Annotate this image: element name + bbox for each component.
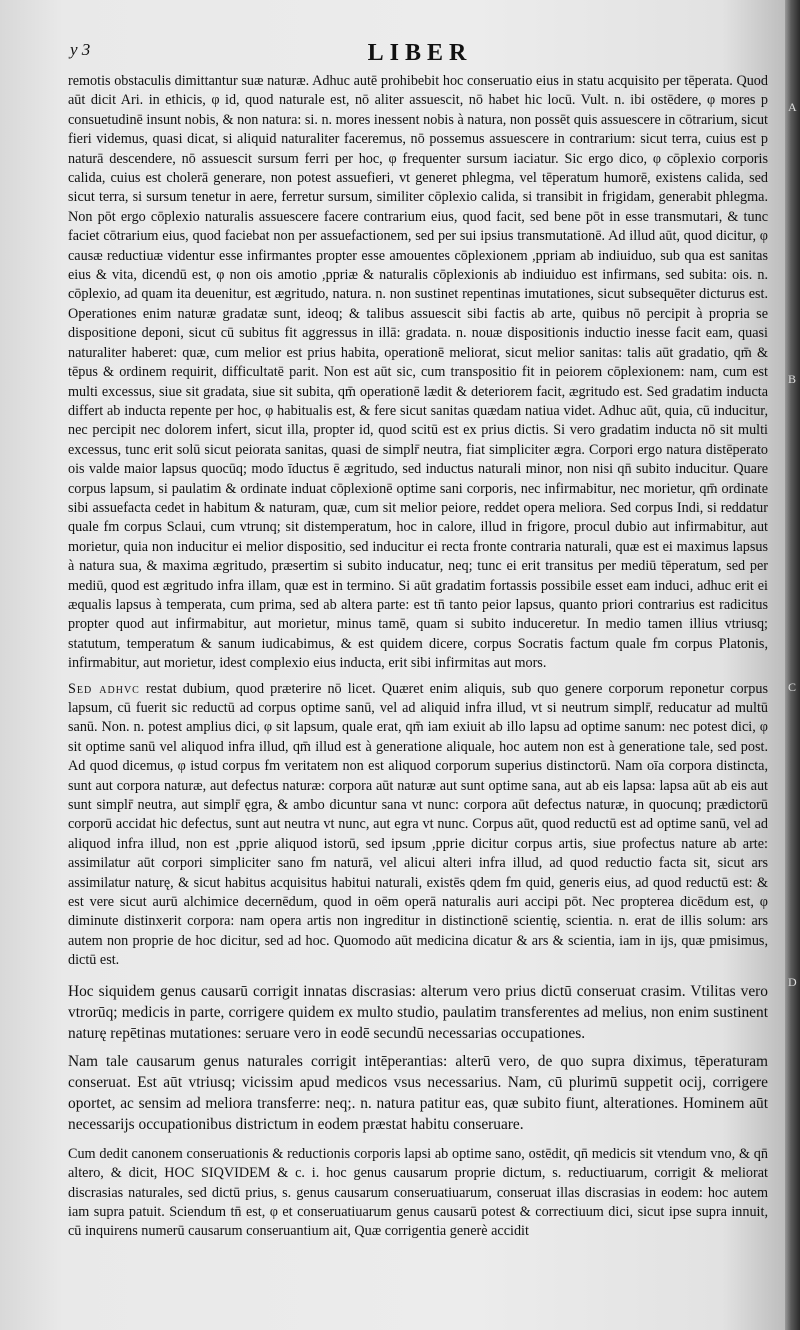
margin-note: B <box>788 372 797 386</box>
margin-note: A <box>788 100 797 114</box>
galen-text-block <box>68 981 768 1135</box>
running-head: LIBER <box>367 40 473 66</box>
commentary-block-2 <box>68 680 768 971</box>
page-body <box>68 72 768 1242</box>
commentary-paragraph: remotis obstaculis dimittantur suæ naturæ. Adhuc autē prohibebit hoc conseruatio eius in statu acquisito per tēperata. Quod aūt dicit Ari. in ethicis, φ id, quod naturale est, nō aliter assuescit, nō habet hic locū. Vult. n. ibi ostēdere, φ mores p consuetudinē insunt nobis, & non natura: si. n. mores inessent nobis à natura, non possēt quis assuescere in cōtrarium, sicut fieri videmus, quasi dicat, si aliquid naturaliter faceremus, nō possemus assuescere in contrarium: sicut terra, cuius est p naturā descendere, nō assuescit sursum ferri per hoc, φ frequenter sursum iaciatur. Sic ergo dico, φ cōplexio corporis calida, cuius est cholerā generare, non potest assuefieri, vt generet phlegma, vel tēperatum humorē, existens calida, sed sicut terra, si sursum tenetur in aere, ferretur sursum, similiter cōplexio calida, si transibit in frigidam, generabit phlegma. Non pōt ergo cōplexio naturalis assuescere facere contrarium eius, quod facit, sed bene pōt in esse transmutari, & tunc faciet cōtrarium eius, quod faciebat non per assuefactionem, sed per sui ipsius transmutationē. Ad illud aūt, quod dicitur, φ causæ reductiuæ videntur esse infirmantes propter esse amouentes cōplexionem ,ppriam ab indiuiduo, sub qua est sanitas eius & vita, dicendū est, φ non ois amotio ,ppriæ & naturalis cōplexionis ab indiuiduo est infirmans, sed subita: ois. n. cōplexio, ad quam ita deuenitur, est ægritudo, natura. n. non sustinet repentinas imutationes, sicut subsequēter dicturus est. Operationes enim naturæ gradatæ sunt, ideoq; & talibus assuescit sibi factis ab arte, quibus nō percipit à propria se dispositione deponi, sicut cū subitus fit aggressus in illā: gradata. n. nouæ dispositionis inductio inesse facit eam, quasi naturaliter haberet: quæ, cum melior est prius habita, operationē meliorat, sicut melior sanitas: talis aūt gradatio, qm̄ & tēpus & ordinem requirit, difficultatē parit. Non est aūt sic, cum transpositio fit in peiorem cōplexionem: nam, cum est multi excessus, siue sit gradata, siue sit subita, qm̄ operationē lædit & deteriorem facit, ægritudo est. Sed gradatim inducta differt ab inducta repente per hoc, φ habitualis est, & fere sicut sanitas quædam natiua videt. Adhuc aūt, quia, cū inducitur, nec percipit nec dolorem infert, sicut illa, propter id, quod scitū est ex prius dictis. Si vero gradatim inducta nō sit multi excessus, tunc erit solū sicut peiorata sanitas, quasi de simplr̄ neutra, fiat simpliciter ægra. Corpori ergo natura distēperato ois valde maior lapsus quocūq; modo īductus ē ægritudo, sed inductus naturali minor, non nisi qn̄ subito inducitur. Quare corpus lapsum, si paulatim & ordinate induat cōplexionē optime sani corporis, nec infirmabitur, nec morietur, qm̄ ordinate sibi assuefacta cedet in habitum & naturam, quæ, cum sit melior peiore, reddet opera meliora. Sed corpus Indi, si reddatur quale fm corpus Sclaui, cum vtrunq; sit distemperatum, hoc in calore, illud in frigore, procul dubio aut infirmabitur, aut morietur, quia non inducitur ei melior dispositio, sed inducitur ei recta fronte contraria naturali, quæ est ei maximus lapsus à natura sua, & maxima ægritudo, præsertim si subito inducatur, neq; tunc ei erit transitus per mediū tēperatum, sed per mediū, quod est ægritudo infra illam, quæ est in termino. Si aūt gradatim fortassis possibile esset eam induci, adhuc erit ei æqualis lapsus à temperata, cum prima, sed ab altera parte: est tn̄ tanto peior lapsus, quanto priori contrarius est radicitus propter quod aut infirmabitur, aut morietur, minus tamē, quam si subito induceretur. In medio tamen illius vtriusq; statutum, temperatum & sanum iudicabimus, & est quidem dicere, corpus Socratis factum quale fm corpus Platonis, infirmabitur, aut morietur, idest complexio eius inducta, erit sibi infirmitas aut mors. <box>68 73 768 672</box>
folio-number: y 3 <box>70 40 91 59</box>
lemma-lead: Sed adhvc <box>68 680 140 697</box>
page-header <box>70 40 770 70</box>
commentary-block-1 <box>68 72 768 674</box>
margin-note: C <box>788 680 797 694</box>
commentary-paragraph <box>68 680 768 971</box>
commentary-block-3 <box>68 1145 768 1242</box>
text-paragraph: Nam tale causarum genus naturales corrigit intēperantias: alterū vero, de quo supra diximus, tēperaturam conseruat. Est aūt vtriusq; vicissim apud medicos vsus necessarius. Nam, cū plurimū suppetit ocij, corrigere oportet, ac sensim ad meliora transferre: neq;. n. natura patitur eas, quæ subito fiunt, alterationes. Hominem aūt necessarijs occupationibus districtum in eodem præstat habitu conseruare. <box>68 1052 768 1133</box>
commentary-text: restat dubium, quod præterire nō licet. Quæret enim aliquis, sub quo genere corporum reponetur corpus lapsum, cū fuerit sic reductū ad corpus optime sanū, vel ad aliquid infra illud, vt si neutrum simplr̄, reducatur ad multū sanū. Non. n. potest amplius dici, φ sit lapsum, quale erat, qm̄ iam exiuit ab illo lapsu ad optime sanum: nec potest dici, φ sit optime sanū vel aliquod infra illud, qm̄ illud est à generatione aliquale, hoc autem non est à generatione tale, sed post. Ad quod dicemus, φ istud corpus fm veritatem non est aliquod corporum superius distinctorū. Nam oīa corpora distincta, sunt aut corpora naturæ, aut defectus naturæ: corpora aūt naturæ aut sunt optime sana, aut ab eis lapsa: lapsa aūt ab eis aut sunt simplr̄ neutra, aut simplr̄ ęgra, & ambo dicuntur sana vt nunc: corpora aūt defectus naturæ, in quocunq; prædictorū corporū accidat hic defectus, sunt aut neutra vt nunc, aut egra vt nunc. Corpus aūt, quod reductū est ad optime sanū, vel ad aliquod infra illud, non est ,pprie aliquod istorū, sed ipsum ,pprie dicitur corpus artis, siue profectus nature ab arte: assimilatur aūt corpori simpliciter sano fm naturā, vel alicui alteri infra illud, ad quod reductio facta sit, sicut ars assimilatur naturę, & sicut habitus acquisitus habitui naturali, existēs qdem fm quid, generis eius, ad quod reductū est: & est vere sicut aurū alchimice decernēdum, quod in oēm operā naturalis auri accipi pōt. Nec propterea dicēdum est, φ diminute distinxerit corpora: nam opera artis non ingreditur in distinctionē scientię, scientia. n. erat de illis solum: ars autem non proprie de hoc dicitur, sed ad hoc. Quomodo aūt medicina dicatur & ars & scientia, iam in ijs, quæ pmisimus, dictū est. <box>68 680 768 969</box>
commentary-paragraph: Cum dedit canonem conseruationis & reductionis corporis lapsi ab optime sano, ostēdit, qn̄ medicis sit vtendum vno, & qn̄ altero, & dicit, HOC SIQVIDEM & c. i. hoc genus causarum proprie dictum, s. reductiuarum, corrigit & meliorat discrasias naturales, sed dictū prius, s. genus causarum conseruatiuarum, conseruat illas discrasias in eodem: hoc autem iam supra patuit. Sciendum tn̄ est, φ et conseruatiuarum genus causarū potest & correctiuum dici, sicut ipse supra innuit, cū inquirens numerū causarum conseruantium ait, Quæ corrigentia generè accidit <box>68 1145 768 1240</box>
text-paragraph: Hoc siquidem genus causarū corrigit innatas discrasias: alterum vero prius dictū conseruat crasim. Vtilitas vero vtrorūq; medicis in parte, corrigere quidem ex multo studio, paulatim transferentes ad melius, non enim sustinent naturę repētinas mutationes: seruare vero in eodē secundū necessarias occupationes. <box>68 982 768 1042</box>
page-edge <box>785 0 800 1330</box>
margin-note: D <box>788 975 797 989</box>
